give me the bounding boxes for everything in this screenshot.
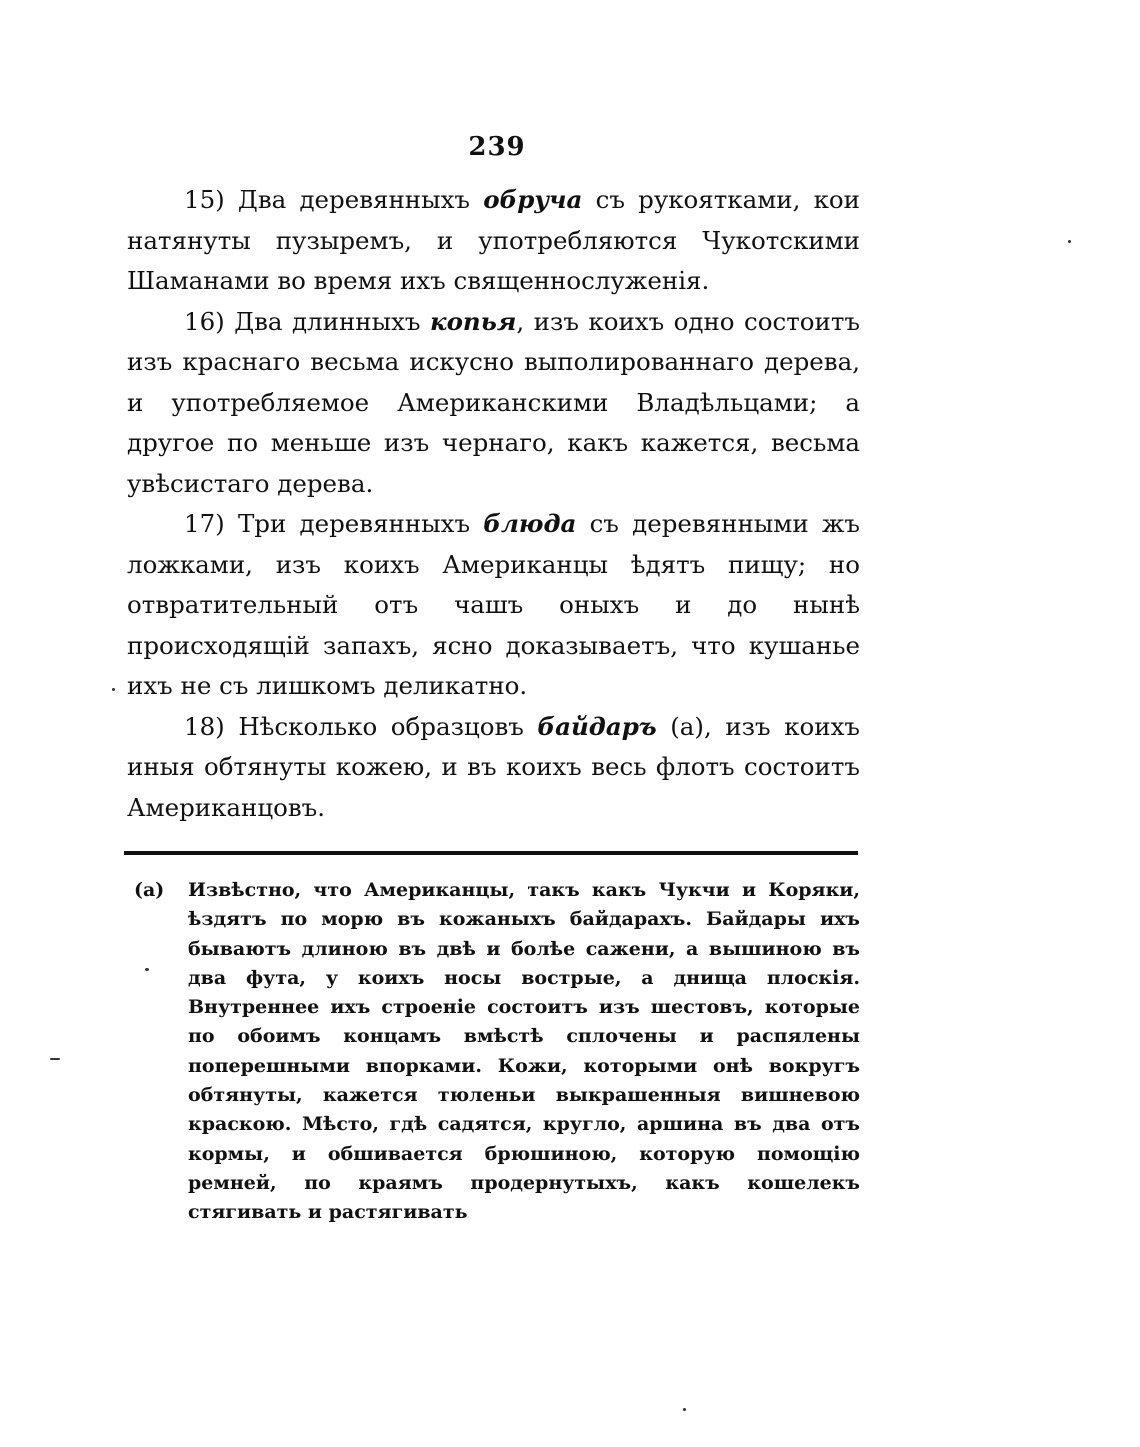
italic-term: блюда [483, 509, 577, 538]
footnote-marker: (а) [134, 879, 165, 901]
footnote-text: Извѣстно, что Американцы, такъ какъ Чукчи и Коряки, ѣздятъ по морю въ кожаныхъ байдарахъ. Байдары ихъ бываютъ длиною въ двѣ и болѣе сажени, а вышиною въ два фута, у коихъ носы вострые, а днища плоскія. Внутреннее ихъ строеніе состоитъ изъ шестовъ, которые по обоимъ концамъ вмѣстѣ сплочены и распялены поперешными впорками. Кожи, которыми онѣ вокругъ обтянуты, кажется тюленьи выкрашенныя вишневою краскою. Мѣсто, гдѣ садятся, кругло, аршина въ два отъ кормы, и обшивается брюшиною, которую помощію ремней, по краямъ продернутыхъ, какъ кошелекъ стягивать и растягивать [188, 879, 860, 1224]
scan-speck [683, 1408, 686, 1411]
footnote-divider [124, 851, 858, 855]
italic-term: копья [429, 306, 517, 336]
paragraph-18 [127, 707, 860, 829]
scan-speck [1068, 240, 1071, 243]
paragraph-text: съ деревянными жъ ложками, изъ коихъ Американцы ѣдятъ пищу; но отвратительный отъ чашъ оныхъ и до нынѣ происходящій запахъ, ясно доказываетъ, что кушанье ихъ не съ лишкомъ деликатно. [127, 509, 860, 700]
paragraph-16 [127, 302, 860, 505]
italic-term: байдаръ [537, 711, 657, 741]
paragraph-text: , изъ коихъ одно состоитъ изъ краснаго весьма искусно выполированнаго дерева, и употребляемое Американскими Владѣльцами; а другое по меньше изъ чернаго, какъ кажется, весьма увѣсистаго дерева. [127, 306, 860, 498]
paragraph-text: (а), изъ коихъ иныя обтянуты кожею, и въ коихъ весь флотъ состоитъ Американцовъ. [127, 711, 860, 822]
paragraph-text: 15) Два деревянныхъ [184, 185, 484, 214]
main-text [127, 180, 860, 828]
scan-speck [145, 968, 149, 971]
italic-term: обруча [483, 185, 583, 214]
paragraph-text: 16) Два длинныхъ [184, 306, 430, 336]
scan-speck [112, 688, 115, 691]
footnote [134, 876, 860, 1228]
paragraph-17 [127, 504, 860, 707]
page-number: 239 [468, 132, 526, 162]
paragraph-text: 18) Нѣсколько образцовъ [184, 711, 538, 741]
scan-speck [50, 1058, 60, 1060]
paragraph-15 [127, 180, 860, 302]
paragraph-text: 17) Три деревянныхъ [184, 509, 484, 538]
paragraph-text: съ рукоятками, кои натянуты пузыремъ, и употребляются Чукотскими Шаманами во время ихъ священнослуженія. [127, 185, 860, 295]
